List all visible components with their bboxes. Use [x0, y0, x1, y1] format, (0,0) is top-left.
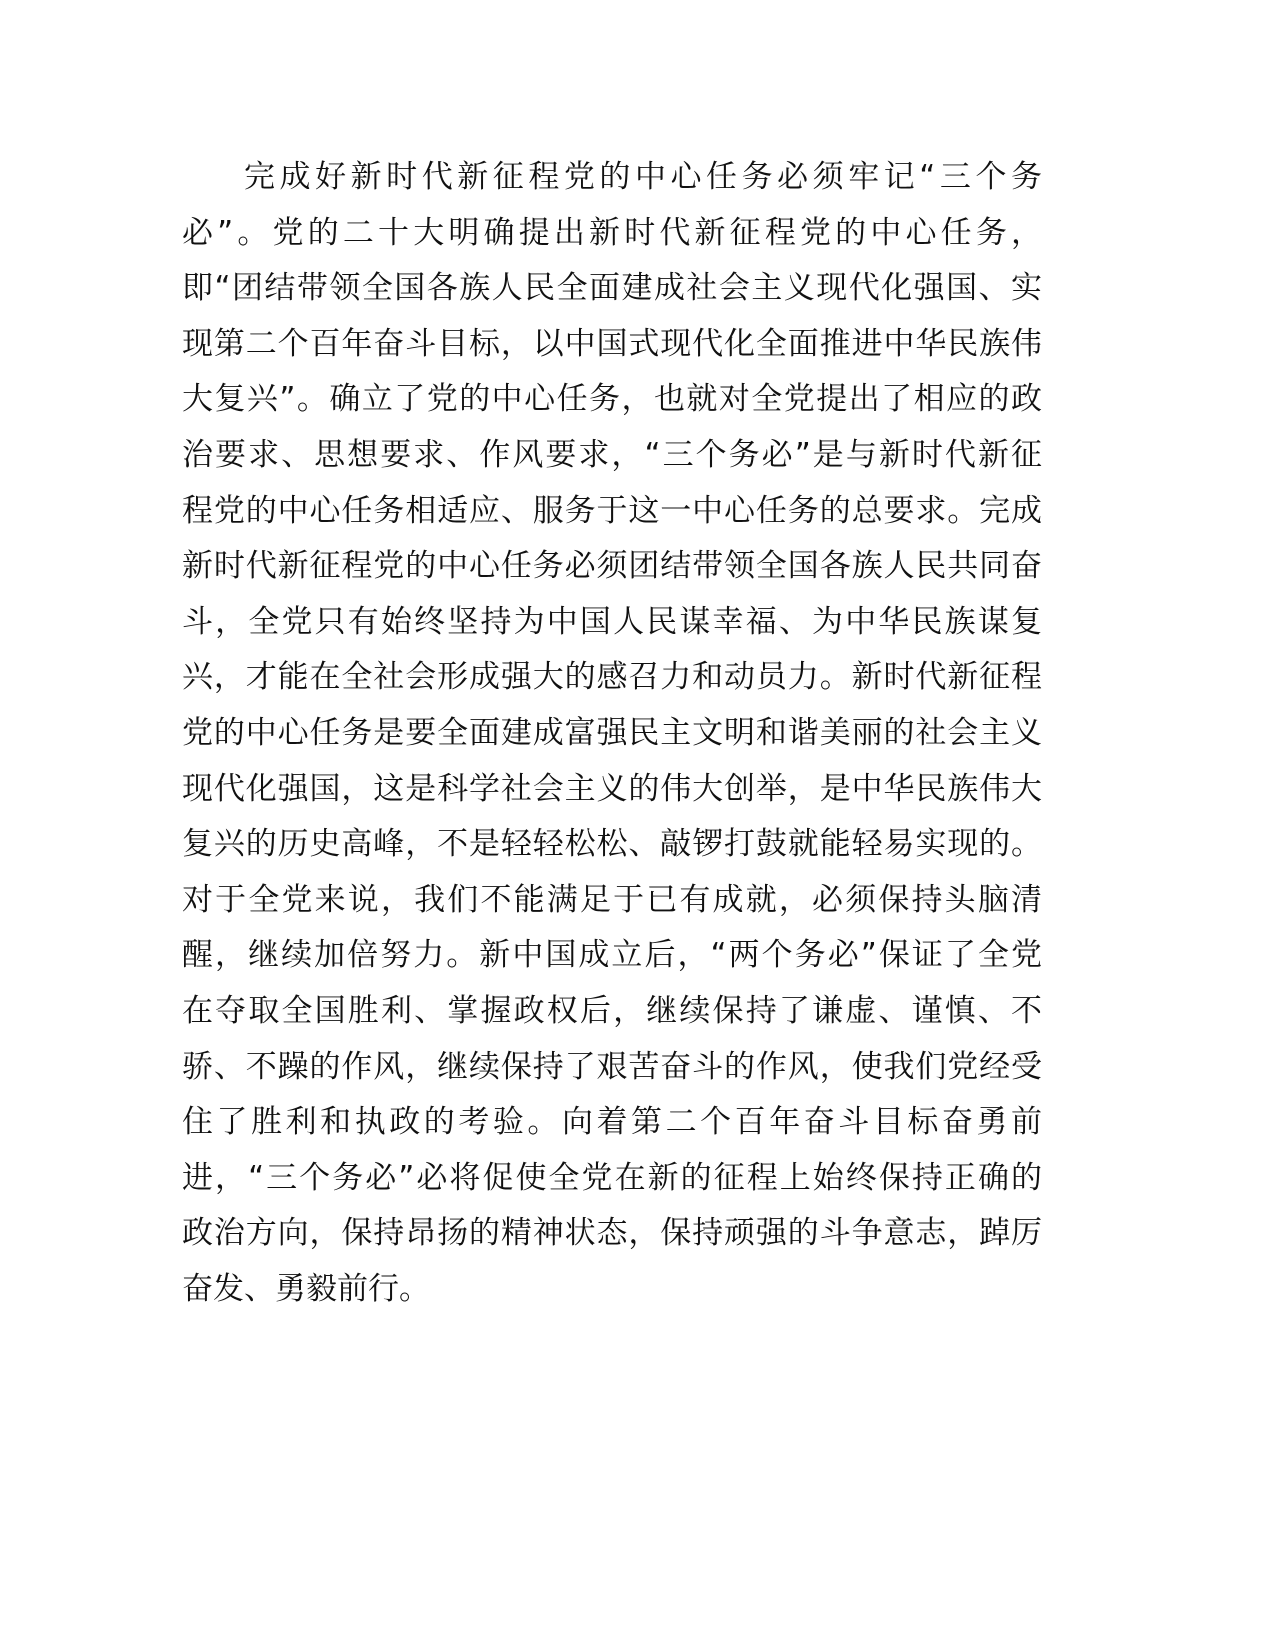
paragraph-line: 完成好新时代新征程党的中心任务必须牢记“三个务 [244, 159, 1042, 195]
body-paragraph [182, 150, 1042, 1317]
paragraph-line: 醒，继续加倍努力。新中国成立后，“两个务必”保证了全党 [182, 937, 1042, 974]
paragraph-line: 程党的中心任务相适应、服务于这一中心任务的总要求。完成 [182, 492, 1042, 529]
paragraph-line: 新时代新征程党的中心任务必须团结带领全国各族人民共同奋 [182, 548, 1042, 585]
paragraph-line: 骄、不躁的作风，继续保持了艰苦奋斗的作风，使我们党经受 [182, 1048, 1042, 1085]
paragraph-line: 即“团结带领全国各族人民全面建成社会主义现代化强国、实 [182, 270, 1042, 307]
paragraph-line: 党的中心任务是要全面建成富强民主文明和谐美丽的社会主义 [182, 714, 1042, 751]
paragraph-line: 政治方向，保持昂扬的精神状态，保持顽强的斗争意志，踔厉 [182, 1215, 1042, 1252]
paragraph-line: 在夺取全国胜利、掌握政权后，继续保持了谦虚、谨慎、不 [182, 992, 1042, 1029]
paragraph-line: 对于全党来说，我们不能满足于已有成就，必须保持头脑清 [182, 881, 1042, 918]
paragraph-line: 奋发、勇毅前行。 [182, 1270, 430, 1307]
paragraph-line: 现代化强国，这是科学社会主义的伟大创举，是中华民族伟大 [182, 770, 1042, 807]
paragraph-line: 必”。党的二十大明确提出新时代新征程党的中心任务， [182, 214, 1042, 251]
paragraph-line: 治要求、思想要求、作风要求，“三个务必”是与新时代新征 [182, 436, 1042, 473]
paragraph-line: 复兴的历史高峰，不是轻轻松松、敲锣打鼓就能轻易实现的。 [182, 826, 1042, 863]
paragraph-line: 进，“三个务必”必将促使全党在新的征程上始终保持正确的 [182, 1159, 1042, 1196]
paragraph-line: 大复兴”。确立了党的中心任务，也就对全党提出了相应的政 [182, 381, 1042, 418]
paragraph-line: 现第二个百年奋斗目标，以中国式现代化全面推进中华民族伟 [182, 325, 1042, 362]
paragraph-line: 兴，才能在全社会形成强大的感召力和动员力。新时代新征程 [182, 659, 1042, 696]
paragraph-line: 斗，全党只有始终坚持为中国人民谋幸福、为中华民族谋复 [182, 603, 1042, 640]
paragraph-line: 住了胜利和执政的考验。向着第二个百年奋斗目标奋勇前 [182, 1104, 1042, 1141]
